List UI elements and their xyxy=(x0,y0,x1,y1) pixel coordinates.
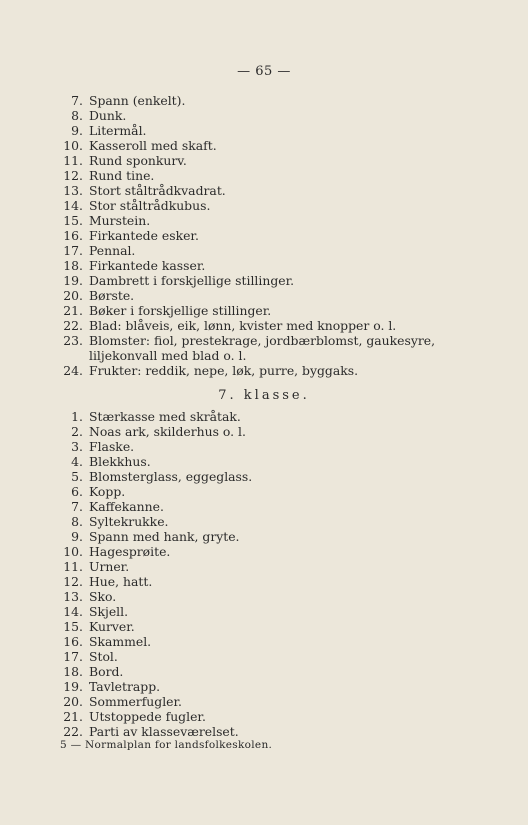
item-number: 8. xyxy=(71,108,83,123)
item-text: Utstoppede fugler. xyxy=(89,709,206,724)
item-number: 7. xyxy=(71,93,83,108)
item-number: 24. xyxy=(63,363,83,378)
item-number: 4. xyxy=(71,454,83,469)
page-footer: 5 — Normalplan for landsfolkeskolen. xyxy=(60,739,273,751)
item-text: Rund sponkurv. xyxy=(89,153,187,168)
item-text: Parti av klasseværelset. xyxy=(89,724,239,739)
list-item xyxy=(56,529,476,544)
list-item xyxy=(56,454,476,469)
list-item xyxy=(56,559,476,574)
item-text: Flaske. xyxy=(89,439,135,454)
item-text: Stol. xyxy=(89,649,118,664)
item-text: Firkantede esker. xyxy=(89,228,199,243)
item-number: 15. xyxy=(63,619,83,634)
item-text: Sko. xyxy=(89,589,117,604)
item-text: Stor ståltrådkubus. xyxy=(89,198,211,213)
item-text: Tavletrapp. xyxy=(89,679,161,694)
item-number: 21. xyxy=(63,709,83,724)
list-item xyxy=(56,664,476,679)
item-number: 19. xyxy=(63,273,83,288)
item-text: Spann (enkelt). xyxy=(89,93,186,108)
item-text: Kopp. xyxy=(89,484,126,499)
list-item xyxy=(56,258,476,273)
list-item xyxy=(56,213,476,228)
list-item xyxy=(56,228,476,243)
list-item xyxy=(56,514,476,529)
item-text: Kurver. xyxy=(89,619,135,634)
item-number: 5. xyxy=(71,469,83,484)
item-number: 10. xyxy=(63,544,83,559)
list-item xyxy=(56,724,476,739)
item-list-7-klasse xyxy=(56,409,476,739)
item-text: Spann med hank, gryte. xyxy=(89,529,240,544)
item-number: 22. xyxy=(63,724,83,739)
list-item xyxy=(56,544,476,559)
item-number: 2. xyxy=(71,424,83,439)
page-number: — 65 — xyxy=(237,64,291,79)
list-item xyxy=(56,333,476,363)
item-text: Dunk. xyxy=(89,108,127,123)
item-number: 17. xyxy=(63,649,83,664)
item-text: Blad: blåveis, eik, lønn, kvister med knopper o. l. xyxy=(89,318,397,333)
list-item xyxy=(56,243,476,258)
list-item xyxy=(56,123,476,138)
item-text: Bøker i forskjellige stillinger. xyxy=(89,303,272,318)
list-item xyxy=(56,619,476,634)
list-item xyxy=(56,273,476,288)
item-text: Firkantede kasser. xyxy=(89,258,206,273)
item-number: 16. xyxy=(63,228,83,243)
item-text: Skjell. xyxy=(89,604,129,619)
list-item xyxy=(56,424,476,439)
item-text: Syltekrukke. xyxy=(89,514,169,529)
section-heading: 7. klasse. xyxy=(218,388,310,403)
list-item xyxy=(56,198,476,213)
list-item xyxy=(56,709,476,724)
item-text: Blomsterglass, eggeglass. xyxy=(89,469,253,484)
list-item xyxy=(56,409,476,424)
item-text: Pennal. xyxy=(89,243,136,258)
item-number: 17. xyxy=(63,243,83,258)
item-number: 1. xyxy=(71,409,83,424)
item-text: Hagesprøite. xyxy=(89,544,171,559)
item-text: Sommerfugler. xyxy=(89,694,182,709)
item-number: 18. xyxy=(63,258,83,273)
item-number: 7. xyxy=(71,499,83,514)
item-number: 18. xyxy=(63,664,83,679)
item-text: Blekkhus. xyxy=(89,454,151,469)
list-item xyxy=(56,318,476,333)
list-item xyxy=(56,484,476,499)
list-item xyxy=(56,153,476,168)
item-number: 20. xyxy=(63,288,83,303)
list-item xyxy=(56,439,476,454)
item-text: Murstein. xyxy=(89,213,151,228)
list-item xyxy=(56,363,476,378)
list-item xyxy=(56,183,476,198)
list-item xyxy=(56,288,476,303)
item-number: 12. xyxy=(63,168,83,183)
item-number: 10. xyxy=(63,138,83,153)
item-text: Frukter: reddik, nepe, løk, purre, byggaks. xyxy=(89,363,359,378)
item-number: 22. xyxy=(63,318,83,333)
item-text: Bord. xyxy=(89,664,124,679)
item-number: 11. xyxy=(63,559,83,574)
item-number: 21. xyxy=(63,303,83,318)
item-number: 3. xyxy=(71,439,83,454)
item-text: Stort ståltrådkvadrat. xyxy=(89,183,226,198)
item-number: 20. xyxy=(63,694,83,709)
item-text: Kasseroll med skaft. xyxy=(89,138,217,153)
item-number: 8. xyxy=(71,514,83,529)
item-text: Blomster: fiol, prestekrage, jordbærblomst, gaukesyre, liljekonvall med blad o. l. xyxy=(89,333,436,363)
item-number: 15. xyxy=(63,213,83,228)
list-item xyxy=(56,469,476,484)
item-number: 9. xyxy=(71,123,83,138)
item-number: 23. xyxy=(63,333,83,348)
item-number: 12. xyxy=(63,574,83,589)
list-item xyxy=(56,138,476,153)
list-item xyxy=(56,679,476,694)
list-item xyxy=(56,574,476,589)
list-item xyxy=(56,93,476,108)
item-number: 14. xyxy=(63,198,83,213)
list-item xyxy=(56,589,476,604)
list-item xyxy=(56,499,476,514)
list-item xyxy=(56,634,476,649)
item-text: Rund tine. xyxy=(89,168,155,183)
item-text: Litermål. xyxy=(89,123,147,138)
item-number: 11. xyxy=(63,153,83,168)
item-text: Urner. xyxy=(89,559,130,574)
item-number: 13. xyxy=(63,183,83,198)
item-text: Noas ark, skilderhus o. l. xyxy=(89,424,246,439)
list-item xyxy=(56,604,476,619)
item-number: 13. xyxy=(63,589,83,604)
list-item xyxy=(56,303,476,318)
list-item xyxy=(56,694,476,709)
item-number: 14. xyxy=(63,604,83,619)
item-number: 6. xyxy=(71,484,83,499)
item-text: Kaffekanne. xyxy=(89,499,164,514)
item-list-continued xyxy=(56,93,476,378)
item-text: Stærkasse med skråtak. xyxy=(89,409,241,424)
item-text: Skammel. xyxy=(89,634,152,649)
item-text: Børste. xyxy=(89,288,135,303)
item-number: 16. xyxy=(63,634,83,649)
item-text: Dambrett i forskjellige stillinger. xyxy=(89,273,295,288)
item-number: 19. xyxy=(63,679,83,694)
item-number: 9. xyxy=(71,529,83,544)
list-item xyxy=(56,108,476,123)
item-text: Hue, hatt. xyxy=(89,574,153,589)
list-item xyxy=(56,168,476,183)
list-item xyxy=(56,649,476,664)
